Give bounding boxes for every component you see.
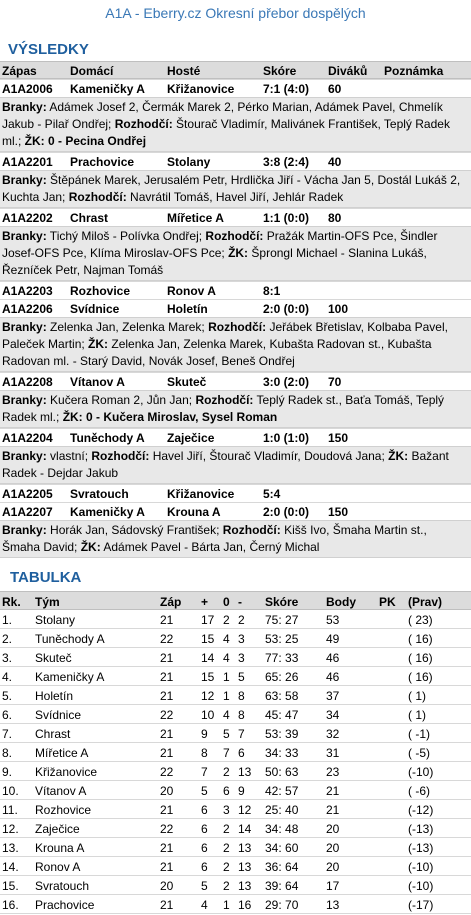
points: 21 [326,784,340,798]
draws: 4 [223,632,230,646]
standings-row [0,610,471,629]
away-team: Křižanovice [167,82,235,96]
header-away: Hosté [167,64,201,78]
losses: 9 [238,784,245,798]
match-details [0,390,471,428]
goals-text: Tichý Miloš - Polívka Ondřej; [46,229,206,243]
goals-label: Branky: [2,229,47,243]
away-team: Stolany [167,155,211,169]
losses: 14 [238,822,252,836]
points: 34 [326,708,340,722]
draws: 3 [223,803,230,817]
match-id: A1A2202 [2,211,53,225]
standings-row [0,876,471,895]
points: 32 [326,727,340,741]
rank: 8. [2,746,13,760]
home-team: Tuněchody A [70,431,145,445]
score: 34: 33 [265,746,299,760]
points: 23 [326,765,340,779]
wins: 6 [201,822,208,836]
match-row [0,502,471,520]
standings-row [0,819,471,838]
team-name: Vítanov A [35,784,87,798]
losses: 13 [238,860,252,874]
score: 50: 63 [265,765,299,779]
cards-text: Bažant Radek - Dejdar Jakub [2,449,449,480]
standings-row [0,743,471,762]
header-draws: 0 [223,595,230,609]
match-id: A1A2204 [2,431,53,445]
draws: 6 [223,784,230,798]
team-name: Krouna A [35,841,85,855]
team-name: Křižanovice [35,765,98,779]
score: 65: 26 [265,670,299,684]
goals-label: Branky: [2,320,47,334]
draws: 2 [223,879,230,893]
score: 34: 60 [265,841,299,855]
played: 21 [160,841,174,855]
match-details [0,446,471,484]
score: 25: 40 [265,803,299,817]
team-name: Mířetice A [35,746,89,760]
played: 21 [160,898,174,912]
losses: 7 [238,727,245,741]
team-name: Prachovice [35,898,95,912]
referees-text: Havel Jiří, Štourač Vladimír, Doudová Jana; [149,449,389,463]
draws: 2 [223,613,230,627]
wins: 17 [201,613,215,627]
cards-text: 0 - Kučera Miroslav, Sysel Roman [82,410,278,424]
home-team: Svídnice [70,302,120,316]
match-row [0,372,471,390]
team-name: Holetín [35,689,74,703]
results-heading: VÝSLEDKY [8,41,89,58]
rank: 2. [2,632,13,646]
played: 21 [160,727,174,741]
team-name: Kameničky A [35,670,105,684]
home-team: Rozhovice [70,284,131,298]
referees-text: Teplý Radek st., Baťa Tomáš, Teplý Radek ml.; [2,393,445,424]
match-id: A1A2207 [2,505,53,519]
rank: 5. [2,689,13,703]
home-team: Prachovice [70,155,135,169]
score: 75: 27 [265,613,299,627]
points: 20 [326,822,340,836]
prav: (-13) [408,841,434,855]
header-wins: + [201,595,209,609]
match-score: 5:4 [263,487,281,501]
referees-label: Rozhodčí: [91,449,150,463]
referees-label: Rozhodčí: [205,229,264,243]
prav: (-13) [408,822,434,836]
match-list [0,79,471,558]
team-name: Svídnice [35,708,82,722]
wins: 12 [201,689,215,703]
prav: ( -6) [408,784,430,798]
losses: 5 [238,670,245,684]
points: 49 [326,632,340,646]
standings-header-row [0,591,471,610]
prav: ( 16) [408,651,433,665]
standings-row [0,724,471,743]
spectators: 150 [328,505,349,519]
spectators: 40 [328,155,342,169]
spectators: 80 [328,211,342,225]
team-name: Ronov A [35,860,81,874]
cards-label: ŽK: [24,134,45,148]
standings-row [0,857,471,876]
results-table [0,61,471,558]
draws: 2 [223,860,230,874]
spectators: 100 [328,302,349,316]
goals-text: Štěpánek Marek, Jerusalém Petr, Hrdlička Jiří - Vácha Jan 5, Dostál Lukáš 2, Kuchta Jan; [2,173,461,204]
losses: 13 [238,765,252,779]
away-team: Zaječice [167,431,215,445]
header-score: Skóre [265,595,299,609]
draws: 4 [223,708,230,722]
wins: 9 [201,727,208,741]
cards-label: ŽK: [388,449,409,463]
losses: 8 [238,708,245,722]
score: 63: 58 [265,689,299,703]
standings-row [0,686,471,705]
rank: 1. [2,613,13,627]
cards-label: ŽK: [80,540,101,554]
goals-text: Horák Jan, Sádovský František; [46,523,223,537]
header-played: Záp [160,595,182,609]
cards-label: ŽK: [228,246,249,260]
standings-row [0,648,471,667]
referees-label: Rozhodčí: [222,523,281,537]
draws: 1 [223,689,230,703]
referees-text: Navrátil Tomáš, Havel Jiří, Jehlár Radek [126,190,344,204]
cards-text: Šprongl Michael - Slanina Lukáš, Řezníček Petr, Najman Tomáš [2,246,427,277]
wins: 15 [201,632,215,646]
standings-row [0,629,471,648]
wins: 6 [201,803,208,817]
header-spectators: Diváků [328,64,368,78]
wins: 6 [201,860,208,874]
played: 22 [160,765,174,779]
score: 45: 47 [265,708,299,722]
prav: (-12) [408,803,434,817]
rank: 7. [2,727,13,741]
rank: 11. [2,803,18,817]
match-row [0,152,471,170]
losses: 3 [238,632,245,646]
home-team: Vítanov A [70,375,125,389]
rank: 14. [2,860,19,874]
rank: 6. [2,708,13,722]
played: 20 [160,879,174,893]
match-row [0,299,471,317]
header-pk: PK [379,595,396,609]
rank: 10. [2,784,19,798]
match-row [0,428,471,446]
played: 21 [160,670,174,684]
away-team: Křižanovice [167,487,235,501]
score: 42: 57 [265,784,299,798]
standings-row [0,762,471,781]
prav: ( 16) [408,632,433,646]
match-score: 8:1 [263,284,281,298]
match-details [0,317,471,372]
match-details [0,226,471,281]
referees-text: Jeřábek Břetislav, Kolbaba Pavel, Paleček Martin; [2,320,448,351]
team-name: Chrast [35,727,71,741]
rank: 16. [2,898,19,912]
team-name: Stolany [35,613,76,627]
header-home: Domácí [70,64,114,78]
team-name: Skuteč [35,651,72,665]
match-id: A1A2205 [2,487,53,501]
referees-label: Rozhodčí: [208,320,267,334]
draws: 2 [223,765,230,779]
header-team: Tým [35,595,60,609]
standings-table [0,591,471,914]
away-team: Mířetice A [167,211,224,225]
cards-label: ŽK: [88,337,109,351]
away-team: Krouna A [167,505,221,519]
goals-label: Branky: [2,449,47,463]
prav: ( 1) [408,689,426,703]
match-score: 7:1 (4:0) [263,82,310,96]
losses: 8 [238,689,245,703]
header-score: Skóre [263,64,297,78]
match-id: A1A2206 [2,302,53,316]
wins: 4 [201,898,208,912]
prav: ( -1) [408,727,430,741]
played: 21 [160,613,174,627]
played: 21 [160,651,174,665]
team-name: Tuněchody A [35,632,105,646]
header-rank: Rk. [2,595,21,609]
rank: 12. [2,822,19,836]
referees-label: Rozhodčí: [114,117,173,131]
match-row [0,79,471,97]
points: 17 [326,879,340,893]
cards-label: ŽK: [62,410,83,424]
match-row [0,484,471,502]
cards-text: Adámek Pavel - Bárta Jan, Černý Michal [100,540,320,554]
points: 46 [326,651,340,665]
goals-label: Branky: [2,100,47,114]
points: 21 [326,803,340,817]
prav: ( -5) [408,746,430,760]
wins: 5 [201,879,208,893]
match-details [0,170,471,208]
score: 53: 25 [265,632,299,646]
draws: 5 [223,727,230,741]
losses: 2 [238,613,245,627]
losses: 13 [238,841,252,855]
goals-text: vlastní; [46,449,92,463]
points: 37 [326,689,340,703]
draws: 2 [223,841,230,855]
score: 36: 64 [265,860,299,874]
goals-text: Adámek Josef 2, Čermák Marek 2, Pérko Marian, Adámek Pavel, Chmelík Jakub - Pilař Ondřej; [2,100,443,131]
standings-row [0,895,471,914]
prav: ( 23) [408,613,433,627]
rank: 15. [2,879,19,893]
prav: (-10) [408,765,434,779]
home-team: Kameničky A [70,505,145,519]
goals-label: Branky: [2,523,47,537]
played: 21 [160,803,174,817]
match-score: 3:0 (2:0) [263,375,310,389]
prav: ( 16) [408,670,433,684]
standings-heading: TABULKA [10,569,82,586]
referees-label: Rozhodčí: [68,190,127,204]
played: 21 [160,746,174,760]
match-id: A1A2201 [2,155,53,169]
points: 46 [326,670,340,684]
played: 22 [160,708,174,722]
results-header-row [0,61,471,79]
points: 20 [326,841,340,855]
home-team: Svratouch [70,487,129,501]
match-score: 2:0 (0:0) [263,302,310,316]
home-team: Chrast [70,211,109,225]
score: 53: 39 [265,727,299,741]
referees-text: Pražák Martin-OFS Pce, Šindler Josef-OFS Pce, Klíma Miroslav-OFS Pce; [2,229,438,260]
page-title: A1A - Eberry.cz Okresní přebor dospělých [105,5,366,21]
losses: 6 [238,746,245,760]
rank: 9. [2,765,13,779]
played: 21 [160,860,174,874]
team-name: Svratouch [35,879,90,893]
points: 13 [326,898,340,912]
played: 22 [160,822,174,836]
wins: 15 [201,670,215,684]
referees-label: Rozhodčí: [195,393,254,407]
cards-text: Zelenka Jan, Zelenka Marek, Kubašta Radovan st., Kubašta Radovan ml. - Starý David, Novák Josef, Beneš Ondřej [2,337,432,368]
rank: 4. [2,670,13,684]
points: 20 [326,860,340,874]
score: 29: 70 [265,898,299,912]
match-id: A1A2006 [2,82,53,96]
standings-row [0,705,471,724]
points: 53 [326,613,340,627]
losses: 3 [238,651,245,665]
score: 39: 64 [265,879,299,893]
match-id: A1A2203 [2,284,53,298]
rank: 13. [2,841,19,855]
match-score: 1:1 (0:0) [263,211,310,225]
away-team: Holetín [167,302,208,316]
team-name: Rozhovice [35,803,92,817]
wins: 5 [201,784,208,798]
standings-row [0,781,471,800]
draws: 1 [223,898,230,912]
prav: (-10) [408,879,434,893]
losses: 16 [238,898,252,912]
wins: 14 [201,651,215,665]
away-team: Ronov A [167,284,216,298]
spectators: 150 [328,431,349,445]
losses: 12 [238,803,252,817]
score: 34: 48 [265,822,299,836]
wins: 7 [201,765,208,779]
header-note: Poznámka [384,64,444,78]
match-id: A1A2208 [2,375,53,389]
away-team: Skuteč [167,375,207,389]
match-row [0,281,471,299]
standings-row [0,667,471,686]
team-name: Zaječice [35,822,80,836]
wins: 8 [201,746,208,760]
header-prav: (Prav) [408,595,443,609]
header-match: Zápas [2,64,37,78]
rank: 3. [2,651,13,665]
referees-text: Štourač Vladimír, Malivánek František, Teplý Radek ml.; [2,117,450,148]
goals-label: Branky: [2,173,47,187]
match-details [0,97,471,152]
played: 21 [160,689,174,703]
score: 77: 33 [265,651,299,665]
match-details [0,520,471,558]
draws: 4 [223,651,230,665]
header-losses: - [238,595,242,609]
cards-text: 0 - Pecina Ondřej [44,134,147,148]
goals-label: Branky: [2,393,47,407]
played: 20 [160,784,174,798]
prav: (-10) [408,860,434,874]
match-score: 3:8 (2:4) [263,155,310,169]
played: 22 [160,632,174,646]
losses: 13 [238,879,252,893]
spectators: 70 [328,375,342,389]
draws: 7 [223,746,230,760]
goals-text: Zelenka Jan, Zelenka Marek; [46,320,209,334]
match-score: 1:0 (1:0) [263,431,310,445]
header-points: Body [326,595,356,609]
match-score: 2:0 (0:0) [263,505,310,519]
home-team: Kameničky A [70,82,145,96]
wins: 10 [201,708,215,722]
standings-body [0,610,471,914]
draws: 1 [223,670,230,684]
match-row [0,208,471,226]
points: 31 [326,746,340,760]
draws: 2 [223,822,230,836]
goals-text: Kučera Roman 2, Jůn Jan; [46,393,196,407]
standings-row [0,838,471,857]
prav: ( 1) [408,708,426,722]
referees-text: Kišš Ivo, Šmaha Martin st., Šmaha David; [2,523,427,554]
spectators: 60 [328,82,342,96]
standings-row [0,800,471,819]
prav: (-17) [408,898,434,912]
wins: 6 [201,841,208,855]
